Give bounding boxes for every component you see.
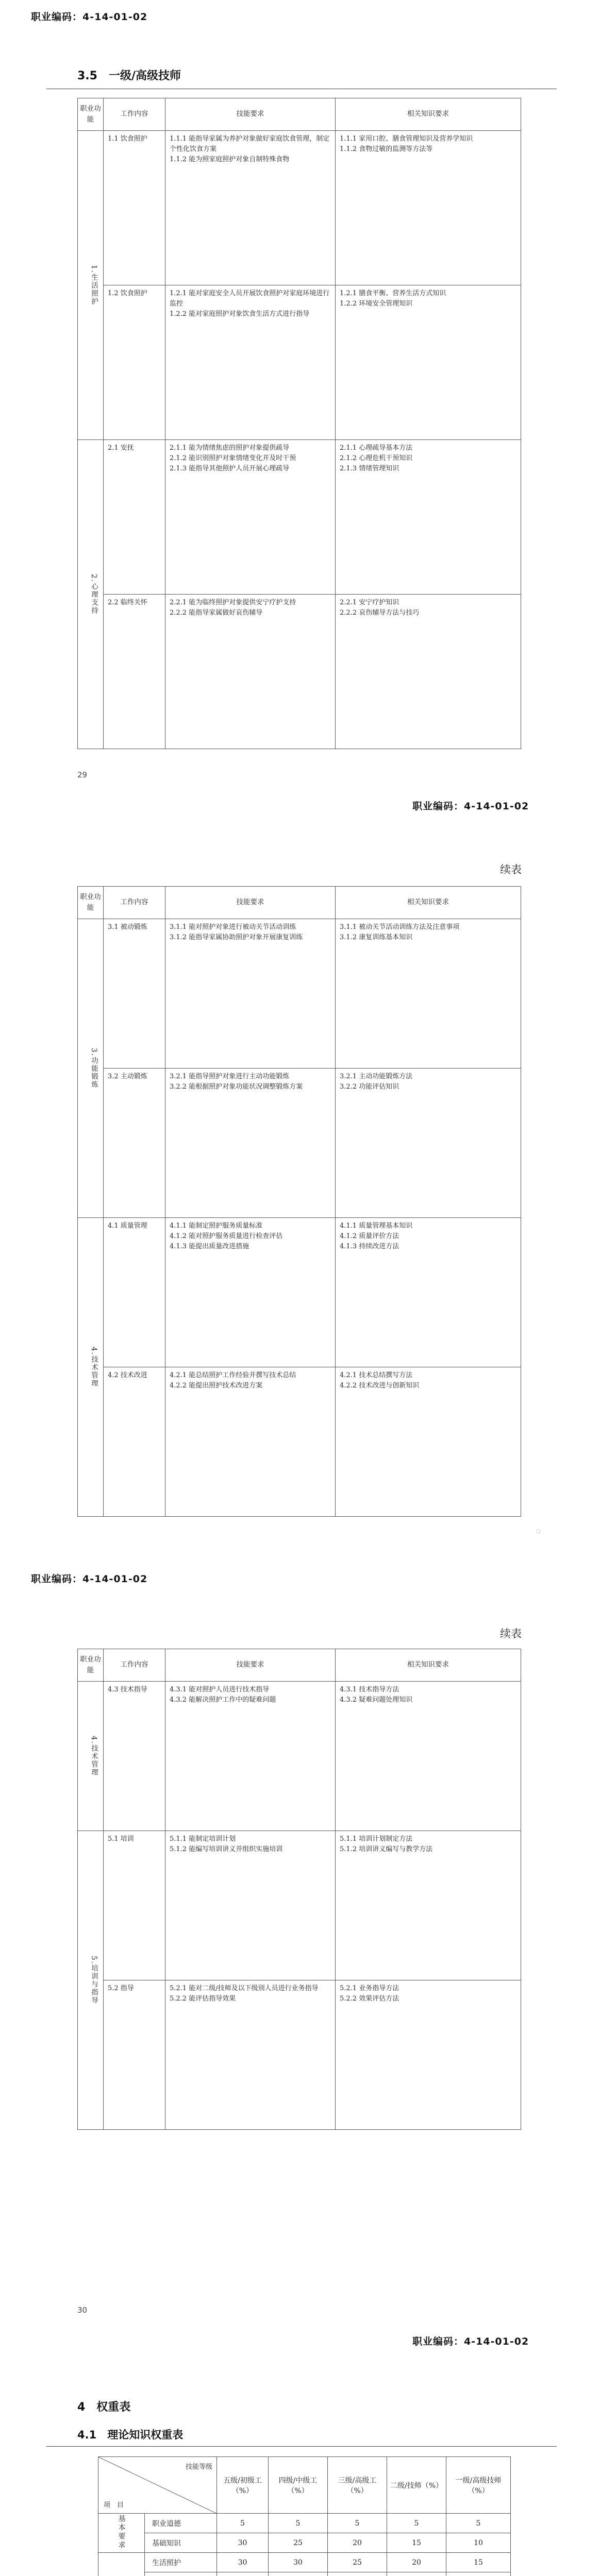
skill-cell (165, 1068, 336, 1217)
skill-cell (165, 1367, 336, 1516)
header-skill: 技能要求 (165, 1649, 336, 1682)
knowledge-cell (336, 1217, 521, 1367)
knowledge-item: 5.1.1 培训计划制定方法 (340, 1835, 413, 1843)
knowledge-item: 3.2.2 功能评估知识 (340, 1082, 399, 1091)
weight-value (217, 2572, 269, 2576)
skill-item: 4.3.1 能对照护人员进行技术指导 (170, 1685, 270, 1693)
section-title-4: 4 权重表 (77, 2401, 131, 2414)
function-cell: 4.技术管理 (78, 1681, 104, 1831)
work-content-cell: 1.2 饮食照护 (104, 285, 165, 439)
weight-row (98, 2514, 511, 2533)
table-row (78, 1068, 521, 1217)
weight-value: 5 (387, 2514, 446, 2533)
skill-item: 2.2.1 能为临终照护对象提供安宁疗护支持 (170, 598, 296, 606)
continued-label: 续表 (500, 863, 522, 876)
weight-value (269, 2572, 328, 2576)
corner-bottom-label: 项 目 (104, 2501, 124, 2509)
header-function: 职业功能 (78, 1649, 104, 1682)
skill-cell (165, 130, 336, 285)
header-skill: 技能要求 (165, 887, 336, 919)
work-content-cell: 4.2 技术改进 (104, 1367, 165, 1516)
header-content: 工作内容 (104, 887, 165, 919)
skill-item: 4.2.2 能提出照护技术改进方案 (170, 1381, 263, 1389)
knowledge-cell (336, 1980, 521, 2129)
occupation-code: 职业编码：4-14-01-02 (31, 1573, 148, 1585)
function-cell: 3.功能锻炼 (78, 919, 104, 1217)
skill-item: 2.1.3 能指导其他照护人员开展心理疏导 (170, 465, 290, 473)
corner-top-label: 技能等级 (185, 2463, 212, 2471)
knowledge-cell (336, 594, 521, 749)
skill-cell (165, 285, 336, 439)
page-4 (0, 2324, 600, 2576)
skill-item: 1.1.2 能为照家庭照护对象自制特殊食物 (170, 156, 290, 164)
knowledge-item: 3.2.1 主动功能锻炼方法 (340, 1072, 413, 1080)
weight-value: 30 (269, 2553, 328, 2572)
skill-table-part-2 (77, 886, 521, 1517)
section-title-3-5: 3.5 一级/高级技师 (77, 70, 181, 82)
knowledge-cell (336, 439, 521, 594)
skill-item: 1.1.1 能指导家属为养护对象做好家庭饮食管理，制定个性化饮食方案 (170, 134, 330, 153)
work-content-cell: 2.2 临终关怀 (104, 594, 165, 749)
header-function: 职业功能 (78, 887, 104, 919)
page-number: 30 (77, 2306, 88, 2315)
item-label: 生活照护 (145, 2553, 217, 2572)
knowledge-item: 5.1.2 培训讲义编写与教学方法 (340, 1845, 433, 1853)
item-label (145, 2572, 217, 2576)
group-label: 基本要求 (117, 2514, 126, 2550)
skill-item: 5.2.1 能对二级/技师及以下级别人员进行业务指导 (170, 1984, 319, 1992)
function-cell: 1.生活照护 (78, 130, 104, 439)
knowledge-item: 2.2.1 安宁疗护知识 (340, 598, 399, 606)
diagonal-header-cell (98, 2457, 217, 2514)
skill-cell (165, 1217, 336, 1367)
occupation-code: 职业编码：4-14-01-02 (412, 801, 529, 812)
skill-item: 5.1.1 能制定培训计划 (170, 1835, 236, 1843)
page-2 (0, 793, 600, 1566)
weight-header-row (98, 2457, 511, 2514)
weight-value: 30 (217, 2533, 269, 2553)
work-content-cell: 2.1 安抚 (104, 439, 165, 594)
weight-value: 25 (269, 2533, 328, 2553)
weight-value: 15 (387, 2533, 446, 2553)
knowledge-item: 2.1.3 情绪管理知识 (340, 465, 399, 473)
group-cell (98, 2553, 145, 2576)
knowledge-item: 4.1.2 质量评价方法 (340, 1232, 399, 1240)
skill-item: 3.1.1 能对照护对象进行被动关节活动训练 (170, 923, 296, 931)
item-label: 基础知识 (145, 2533, 217, 2553)
skill-item: 1.2.2 能对家庭照护对象饮食生活方式进行指导 (170, 310, 310, 318)
weight-value (387, 2572, 446, 2576)
skill-cell (165, 594, 336, 749)
skill-table-part-1 (77, 98, 521, 749)
work-content-cell: 4.1 质量管理 (104, 1217, 165, 1367)
knowledge-item: 4.1.3 持续改进方法 (340, 1243, 399, 1251)
skill-item: 3.2.2 能根据照护对象功能状况调整锻炼方案 (170, 1082, 303, 1091)
knowledge-cell (336, 1367, 521, 1516)
skill-item: 5.1.2 能编写培训讲义并组织实施培训 (170, 1845, 283, 1853)
skill-item: 5.2.2 能评估指导效果 (170, 1994, 236, 2003)
knowledge-item: 4.2.2 技术改进与创新知识 (340, 1381, 420, 1389)
skill-cell (165, 439, 336, 594)
item-label: 职业道德 (145, 2514, 217, 2533)
skill-cell (165, 919, 336, 1068)
table-row (78, 1367, 521, 1516)
page-mark: ○ (536, 1528, 541, 1534)
work-content-cell: 3.2 主动锻炼 (104, 1068, 165, 1217)
header-row (78, 887, 521, 919)
header-function: 职业功能 (78, 98, 104, 131)
knowledge-cell (336, 1681, 521, 1831)
level-header: 一级/高级技师（%） (446, 2457, 511, 2514)
header-knowledge: 相关知识要求 (336, 98, 521, 131)
page-1 (0, 0, 600, 793)
knowledge-cell (336, 1068, 521, 1217)
weight-value: 5 (217, 2514, 269, 2533)
header-rule (46, 2446, 557, 2447)
function-cell: 2.心理支持 (78, 439, 104, 749)
continued-label: 续表 (500, 1628, 522, 1640)
header-skill: 技能要求 (165, 98, 336, 131)
weight-value: 5 (269, 2514, 328, 2533)
weight-value: 10 (446, 2533, 511, 2553)
table-row (78, 285, 521, 439)
level-header: 二级/技师（%） (387, 2457, 446, 2514)
weight-value: 5 (446, 2514, 511, 2533)
knowledge-cell (336, 1831, 521, 1980)
skill-cell (165, 1980, 336, 2129)
table-row (78, 439, 521, 594)
skill-cell (165, 1681, 336, 1831)
table-row (78, 594, 521, 749)
table-row (78, 1980, 521, 2129)
skill-item: 2.1.2 能识别照护对象情绪变化并及时干预 (170, 454, 296, 462)
header-knowledge: 相关知识要求 (336, 887, 521, 919)
knowledge-cell (336, 130, 521, 285)
skill-item: 2.1.1 能为情绪焦虑的照护对象提供疏导 (170, 444, 290, 452)
skill-table-part-3 (77, 1649, 521, 2130)
header-row (78, 1649, 521, 1682)
weight-value: 15 (446, 2553, 511, 2572)
knowledge-cell (336, 919, 521, 1068)
skill-cell (165, 1831, 336, 1980)
header-knowledge: 相关知识要求 (336, 1649, 521, 1682)
group-cell (98, 2514, 145, 2553)
knowledge-item: 3.1.1 被动关节活动训练方法及注意事项 (340, 923, 460, 931)
table-row (78, 1217, 521, 1367)
knowledge-item: 5.2.2 效果评估方法 (340, 1994, 399, 2003)
skill-item: 4.1.2 能对照护服务质量进行检查评估 (170, 1232, 283, 1240)
level-header: 三级/高级工（%） (328, 2457, 387, 2514)
function-cell: 5.培训与指导 (78, 1831, 104, 2129)
work-content-cell: 5.1 培训 (104, 1831, 165, 1980)
knowledge-item: 2.1.1 心理疏导基本方法 (340, 444, 413, 452)
weight-value: 20 (328, 2533, 387, 2553)
header-content: 工作内容 (104, 98, 165, 131)
skill-item: 4.2.1 能总结照护工作经验并撰写技术总结 (170, 1371, 296, 1379)
header-row (78, 98, 521, 131)
level-header: 四级/中级工（%） (269, 2457, 328, 2514)
weight-value: 5 (328, 2514, 387, 2533)
skill-item: 4.1.1 能制定照护服务质量标准 (170, 1222, 263, 1230)
work-content-cell: 5.2 指导 (104, 1980, 165, 2129)
knowledge-item: 2.2.2 哀伤辅导方法与技巧 (340, 608, 420, 617)
skill-item: 1.2.1 能对家庭安全人员开展饮食照护对家庭环境进行监控 (170, 289, 330, 308)
weight-value: 30 (217, 2553, 269, 2572)
knowledge-item: 1.1.1 家用口腔、膳食管理知识及营养学知识 (340, 134, 473, 143)
knowledge-item: 4.1.1 质量管理基本知识 (340, 1222, 413, 1230)
weight-value (446, 2572, 511, 2576)
table-row (78, 919, 521, 1068)
skill-item: 2.2.2 能指导家属做好哀伤辅导 (170, 608, 263, 617)
weight-value: 25 (328, 2553, 387, 2572)
level-header: 五级/初级工（%） (217, 2457, 269, 2514)
knowledge-item: 1.2.2 环境安全管理知识 (340, 299, 413, 308)
work-content-cell: 1.1 饮食照护 (104, 130, 165, 285)
knowledge-item: 4.2.1 技术总结撰写方法 (340, 1371, 413, 1379)
weight-value: 20 (387, 2553, 446, 2572)
weight-row (98, 2553, 511, 2572)
knowledge-item: 4.3.1 技术指导方法 (340, 1685, 399, 1693)
work-content-cell: 3.1 被动锻炼 (104, 919, 165, 1068)
weight-row (98, 2533, 511, 2553)
theory-weight-table (98, 2456, 511, 2576)
knowledge-item: 1.1.2 食物过敏的监测等方法等 (340, 145, 433, 153)
weight-row (98, 2572, 511, 2576)
work-content-cell: 4.3 技术指导 (104, 1681, 165, 1831)
table-row (78, 1831, 521, 1980)
weight-value (328, 2572, 387, 2576)
section-title-4-1: 4.1 理论知识权重表 (77, 2429, 184, 2441)
page-number: 29 (77, 770, 88, 779)
table-row (78, 1681, 521, 1831)
knowledge-item: 5.2.1 业务指导方法 (340, 1984, 399, 1992)
knowledge-item: 2.1.2 心理危机干预知识 (340, 454, 413, 462)
occupation-code: 职业编码：4-14-01-02 (31, 11, 148, 23)
skill-item: 4.1.3 能提出质量改进措施 (170, 1243, 249, 1251)
table-row (78, 130, 521, 285)
skill-item: 3.2.1 能指导照护对象进行主动功能锻炼 (170, 1072, 290, 1080)
knowledge-item: 1.2.1 膳食平衡、营养生活方式知识 (340, 289, 446, 297)
occupation-code: 职业编码：4-14-01-02 (412, 2336, 529, 2347)
skill-item: 3.1.2 能指导家属协助照护对象开展康复训练 (170, 933, 303, 941)
skill-item: 4.3.2 能解决照护工作中的疑难问题 (170, 1696, 276, 1704)
header-content: 工作内容 (104, 1649, 165, 1682)
knowledge-item: 4.3.2 疑难问题处理知识 (340, 1696, 413, 1704)
knowledge-item: 3.1.2 康复训练基本知识 (340, 933, 413, 941)
page-3 (0, 1566, 600, 2324)
function-cell: 4.技术管理 (78, 1217, 104, 1516)
knowledge-cell (336, 285, 521, 439)
